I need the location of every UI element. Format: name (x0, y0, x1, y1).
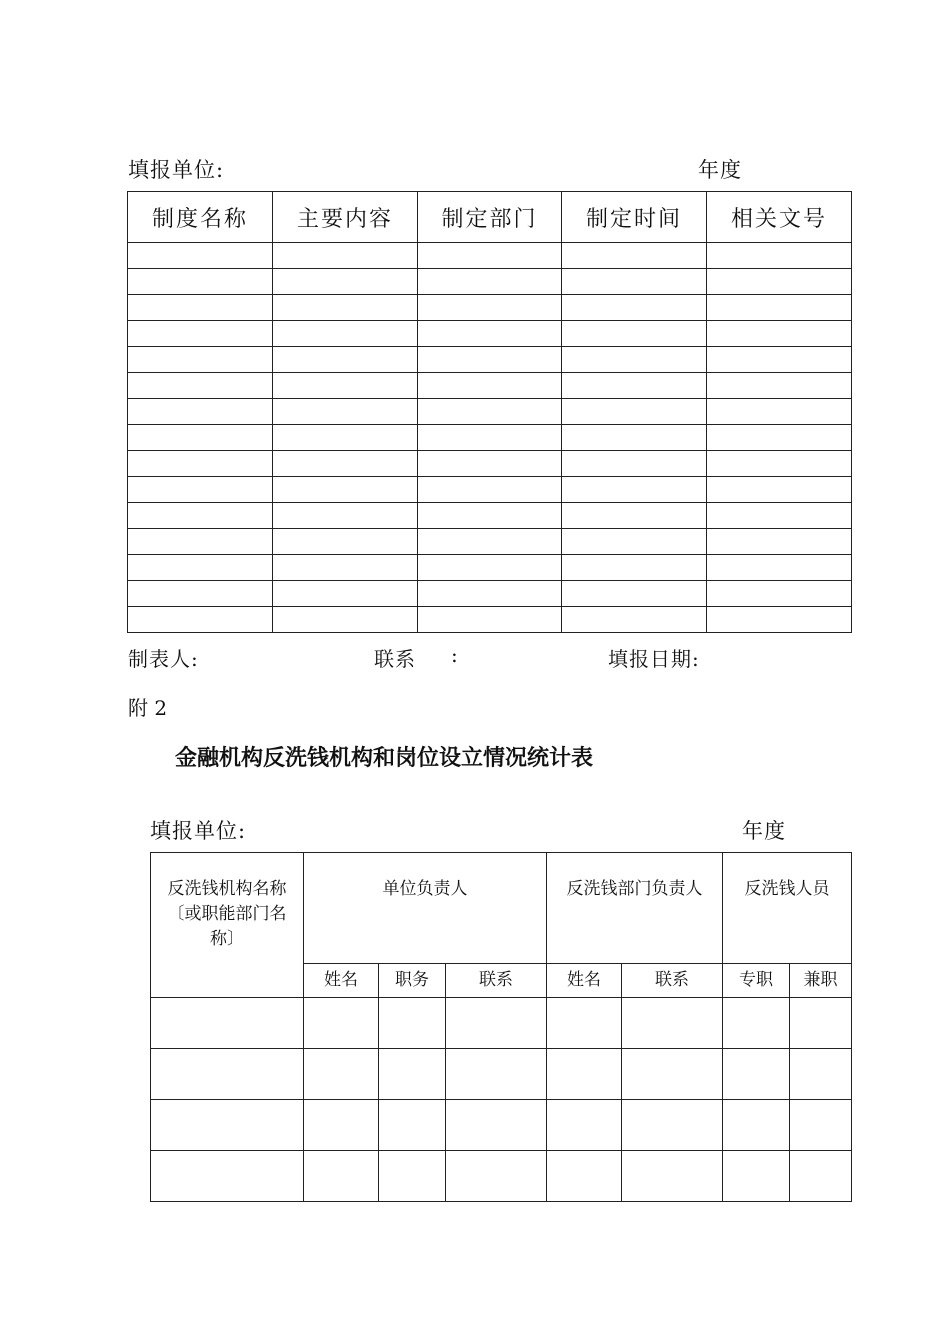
form2-table-cell[interactable] (790, 1049, 852, 1100)
form1-table-cell[interactable] (273, 451, 418, 477)
form1-table-cell[interactable] (273, 399, 418, 425)
form1-table-cell[interactable] (273, 555, 418, 581)
form1-table-row (128, 581, 852, 607)
form1-contact-colon: : (451, 643, 459, 667)
form2-table-cell[interactable] (790, 998, 852, 1049)
form1-table-row (128, 269, 852, 295)
form1-table-cell[interactable] (707, 529, 852, 555)
form2-table-cell[interactable] (446, 1100, 547, 1151)
form2-table (150, 852, 852, 1202)
form1-table-cell[interactable] (562, 425, 707, 451)
form1-table (127, 191, 852, 633)
form1-table-row (128, 295, 852, 321)
form2-aml-staff-header: 反洗钱人员 (723, 853, 852, 964)
form1-table-cell[interactable] (273, 243, 418, 269)
form1-table-cell[interactable] (418, 321, 562, 347)
form1-table-row (128, 607, 852, 633)
form1-table-cell[interactable] (128, 399, 273, 425)
form2-table-cell[interactable] (304, 998, 379, 1049)
form1-unit-label: 填报单位: (128, 158, 225, 182)
form2-table-cell[interactable] (723, 998, 790, 1049)
form1-table-cell[interactable] (707, 477, 852, 503)
form1-table-cell[interactable] (128, 555, 273, 581)
form2-table-cell[interactable] (304, 1049, 379, 1100)
form1-table-cell[interactable] (128, 425, 273, 451)
form2-table-cell[interactable] (304, 1100, 379, 1151)
form2-table-cell[interactable] (547, 1100, 622, 1151)
form1-table-cell[interactable] (562, 529, 707, 555)
form2-table-cell[interactable] (151, 998, 304, 1049)
form2-table-row (151, 1100, 852, 1151)
form1-table-cell[interactable] (418, 399, 562, 425)
form1-table-cell[interactable] (562, 477, 707, 503)
form2-table-cell[interactable] (151, 1151, 304, 1202)
form1-table-cell[interactable] (707, 295, 852, 321)
form1-table-cell[interactable] (707, 269, 852, 295)
form1-table-cell[interactable] (418, 581, 562, 607)
form1-table-cell[interactable] (418, 373, 562, 399)
form1-table-cell[interactable] (562, 295, 707, 321)
form1-table-cell[interactable] (273, 321, 418, 347)
form1-date-label: 填报日期: (608, 647, 700, 671)
form1-table-cell[interactable] (418, 503, 562, 529)
form1-contact-label: 联系 (374, 647, 416, 671)
form2-table-cell[interactable] (446, 998, 547, 1049)
form1-table-cell[interactable] (128, 529, 273, 555)
form1-table-row (128, 503, 852, 529)
form1-table-cell[interactable] (707, 503, 852, 529)
form1-table-cell[interactable] (273, 347, 418, 373)
form1-table-cell[interactable] (707, 555, 852, 581)
form1-table-cell[interactable] (562, 607, 707, 633)
form1-table-cell[interactable] (273, 425, 418, 451)
form1-table-cell[interactable] (273, 477, 418, 503)
form2-table-cell[interactable] (723, 1151, 790, 1202)
form2-table-cell[interactable] (151, 1100, 304, 1151)
form1-table-row (128, 451, 852, 477)
form1-table-cell[interactable] (418, 295, 562, 321)
form1-table-cell[interactable] (562, 503, 707, 529)
form1-table-cell[interactable] (562, 347, 707, 373)
form1-table-cell[interactable] (707, 425, 852, 451)
form2-table-cell[interactable] (790, 1151, 852, 1202)
form1-table-cell[interactable] (128, 607, 273, 633)
form2-sub-header-cell: 兼职 (790, 964, 852, 998)
form2-table-cell[interactable] (547, 1049, 622, 1100)
form1-table-row (128, 321, 852, 347)
form1-table-cell[interactable] (128, 321, 273, 347)
form1-table-cell[interactable] (128, 477, 273, 503)
form1-header-cell: 制度名称 (128, 192, 273, 243)
form2-table-cell[interactable] (622, 1100, 723, 1151)
form1-table-cell[interactable] (562, 581, 707, 607)
form1-table-row (128, 373, 852, 399)
form1-table-cell[interactable] (128, 373, 273, 399)
form2-table-cell[interactable] (151, 1049, 304, 1100)
form1-table-cell[interactable] (128, 295, 273, 321)
form1-table-cell[interactable] (707, 399, 852, 425)
form1-table-cell[interactable] (418, 269, 562, 295)
form1-table-cell[interactable] (562, 373, 707, 399)
form2-table-cell[interactable] (379, 1049, 446, 1100)
form1-table-cell[interactable] (128, 581, 273, 607)
form1-table-cell[interactable] (418, 607, 562, 633)
form1-table-row (128, 477, 852, 503)
form1-table-cell[interactable] (562, 451, 707, 477)
form1-table-cell[interactable] (418, 451, 562, 477)
form2-aml-dept-head-header: 反洗钱部门负责人 (547, 853, 723, 964)
form2-org-name-header: 反洗钱机构名称〔或职能部门名称〕 (151, 853, 304, 998)
form2-title: 金融机构反洗钱机构和岗位设立情况统计表 (175, 746, 594, 771)
form2-table-cell[interactable] (547, 1151, 622, 1202)
form1-table-cell[interactable] (562, 399, 707, 425)
form1-table-cell[interactable] (707, 321, 852, 347)
form1-table-cell[interactable] (418, 529, 562, 555)
form1-table-cell[interactable] (273, 269, 418, 295)
form1-table-row (128, 555, 852, 581)
form2-table-cell[interactable] (723, 1049, 790, 1100)
form1-table-cell[interactable] (418, 477, 562, 503)
form1-table-cell[interactable] (273, 529, 418, 555)
form2-year-label: 年度 (742, 819, 786, 843)
form1-table-row (128, 399, 852, 425)
form2-table-row (151, 1151, 852, 1202)
form1-table-cell[interactable] (562, 269, 707, 295)
form1-table-cell[interactable] (707, 347, 852, 373)
form2-sub-header-cell: 姓名 (304, 964, 379, 998)
form1-table-cell[interactable] (562, 555, 707, 581)
form1-table-cell[interactable] (418, 347, 562, 373)
form1-header-cell: 制定部门 (418, 192, 562, 243)
form1-table-row (128, 347, 852, 373)
form2-table-row (151, 1049, 852, 1100)
form1-table-row (128, 425, 852, 451)
form2-unit-head-header: 单位负责人 (304, 853, 547, 964)
form2-sub-header-cell: 职务 (379, 964, 446, 998)
form1-table-cell[interactable] (273, 581, 418, 607)
form1-table-cell[interactable] (128, 347, 273, 373)
form2-table-cell[interactable] (379, 1151, 446, 1202)
form1-header-row (128, 192, 852, 243)
form1-table-row (128, 529, 852, 555)
form1-header-cell: 制定时间 (562, 192, 707, 243)
form1-table-cell[interactable] (562, 321, 707, 347)
form2-sub-header-cell: 专职 (723, 964, 790, 998)
form1-table-cell[interactable] (562, 243, 707, 269)
form1-table-cell[interactable] (418, 555, 562, 581)
appendix-label: 附 2 (128, 696, 168, 720)
form1-year-label: 年度 (698, 158, 742, 182)
form1-table-row (128, 243, 852, 269)
form2-table-cell[interactable] (304, 1151, 379, 1202)
form1-preparer-label: 制表人: (128, 647, 199, 671)
form2-table-cell[interactable] (622, 1049, 723, 1100)
form2-group-header-row (151, 853, 852, 964)
form2-table-row (151, 998, 852, 1049)
form2-sub-header-cell: 联系 (446, 964, 547, 998)
form2-table-cell[interactable] (379, 998, 446, 1049)
form1-table-cell[interactable] (707, 451, 852, 477)
form1-table-cell[interactable] (707, 607, 852, 633)
form2-table-cell[interactable] (379, 1100, 446, 1151)
form2-table-cell[interactable] (723, 1100, 790, 1151)
form1-table-cell[interactable] (273, 607, 418, 633)
form2-table-cell[interactable] (547, 998, 622, 1049)
form2-table-cell[interactable] (790, 1100, 852, 1151)
form1-table-cell[interactable] (128, 503, 273, 529)
form1-table-cell[interactable] (707, 243, 852, 269)
form1-table-cell[interactable] (128, 451, 273, 477)
form1-table-cell[interactable] (707, 373, 852, 399)
form1-header-cell: 主要内容 (273, 192, 418, 243)
form1-table-cell[interactable] (707, 581, 852, 607)
form2-table-cell[interactable] (446, 1049, 547, 1100)
form2-table-cell[interactable] (446, 1151, 547, 1202)
form1-table-cell[interactable] (418, 243, 562, 269)
form2-unit-label: 填报单位: (150, 819, 247, 843)
form2-sub-header-cell: 联系 (622, 964, 723, 998)
form1-header-cell: 相关文号 (707, 192, 852, 243)
form1-table-cell[interactable] (273, 295, 418, 321)
form2-table-cell[interactable] (622, 1151, 723, 1202)
form2-table-cell[interactable] (622, 998, 723, 1049)
form2-sub-header-cell: 姓名 (547, 964, 622, 998)
form1-table-cell[interactable] (418, 425, 562, 451)
form1-table-cell[interactable] (273, 503, 418, 529)
form1-table-cell[interactable] (128, 243, 273, 269)
form1-table-cell[interactable] (128, 269, 273, 295)
form1-table-cell[interactable] (273, 373, 418, 399)
